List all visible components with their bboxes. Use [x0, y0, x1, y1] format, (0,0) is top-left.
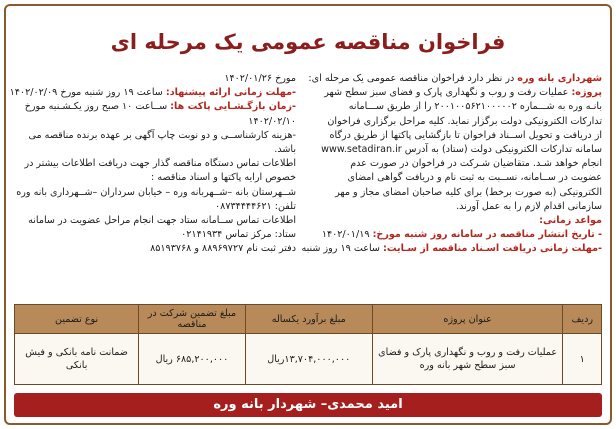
notice-highlight: شهرداری بانه وره	[517, 73, 602, 84]
header-project-title: عنوان پروژه	[372, 305, 563, 334]
notice-text-line: اطلاعات تماس ســامانه ستاد جهت انجام مراحل عضویت در سامانه	[28, 215, 296, 227]
header-guarantee-type: نوع تضمین	[15, 305, 139, 334]
notice-text-line	[306, 228, 602, 242]
notice-text: ساعت ۱۹ روز شنبه	[301, 243, 383, 255]
notice-highlight: - تاریخ انتشار مناقصه در سامانه روز شنبه مورخ:	[372, 229, 602, 241]
notice-text-line: سازمانی اقدام لازم را به عمل آورند.	[456, 200, 602, 212]
header-annual-estimate: مبلغ برآورد یکساله	[245, 305, 372, 334]
notice-text-line	[306, 214, 602, 228]
cell-guarantee-amount: ۶۸۵,۲۰۰,۰۰۰ ریال	[139, 334, 245, 385]
notice-highlight: -زمان بازگـشـایی پاکت ها:	[170, 101, 296, 113]
tender-table	[14, 304, 602, 385]
notice-text-line: اطلاعات تماس دستگاه مناقصه گذار جهت دریافت اطلاعات بیشتر در	[24, 158, 296, 170]
notice-text-line: مورخ ۱۴۰۲/۰۱/۲۶	[224, 73, 296, 84]
notice-highlight: پروژه:	[571, 87, 602, 99]
notice-text: ۱۴۰۲/۰۱/۱۹	[321, 229, 373, 241]
notice-text-line	[9, 86, 296, 100]
notice-text-line	[306, 72, 602, 86]
notice-text: ساعت ۱۹ روز شنبه مورخ ۱۴۰۲/۰۲/۰۹	[9, 87, 166, 99]
notice-text-line: از دریافت و تحویل اســناد فراخوان تا بازگشایی پاکتها از طریق درگاه	[329, 129, 602, 141]
notice-title: فراخوان مناقصه عمومی یک مرحله ای	[110, 30, 506, 54]
cell-project-title: عملیات رفت و روب و نگهداری پارک و فضای سبز سطح شهر بانه وره	[372, 334, 563, 385]
notice-text-line	[301, 242, 602, 256]
notice-text-line	[16, 100, 296, 114]
notice-text-line: انجام خواهد شـد. متقاضیان شـرکت در فراخوان در صورت عدم	[350, 158, 602, 170]
cell-annual-estimate: ۱۳,۷۰۴,۰۰۰,۰۰۰ریال	[245, 334, 372, 385]
notice-text-line: عضویت در ســامانه، نســبت به ثبت نام و دریافت گواهی امضای	[347, 172, 602, 184]
notice-text: در نظر دارد فراخوان مناقصه عمومی یک مرحله ای:	[308, 73, 518, 84]
notice-text-line: -هزینه کارشناســی و دو نوبت چاپ آگهی بر عهده برنده مناقصه می	[28, 129, 296, 141]
signature-footer: امید محمدی– شهردار بانه وره	[14, 393, 602, 417]
table-row	[15, 334, 602, 385]
table-header-row	[15, 305, 602, 334]
notice-highlight: -مهلت زمانی ارائه پیشنهاد:	[165, 87, 296, 99]
notice-text-line: سامانه تدارکات الکترونیکی دولت (ستاد) به آدرس www.setadiran.ir	[321, 144, 602, 156]
notice-text-line	[306, 86, 602, 100]
header-guarantee-amount: مبلغ تضمین شرکت در مناقصه	[139, 305, 245, 334]
header-row-number: ردیف	[563, 305, 602, 334]
notice-highlight: مواعد زمانی:	[539, 215, 602, 227]
notice-text-line: شــهرستان بانه –شــهربانه وره – خیابان سرداران –شــهرداری بانه وره	[16, 186, 296, 198]
notice-text: عملیات رفت و روب و نگهداری پارک و فضای سبز سطح شهر	[324, 87, 572, 99]
notice-body-right	[301, 72, 602, 257]
notice-text: ســاعت ۱۰ صبح روز یکـشـنبه مورخ	[24, 101, 171, 113]
notice-text-line: ۱۴۰۲/۰۲/۱۰	[248, 115, 296, 127]
notice-text-line: دفتر ثبت نام ۸۸۹۶۹۷۲۷ و ۸۵۱۹۳۷۶۸	[150, 243, 296, 255]
notice-body-left	[9, 72, 296, 257]
notice-text-line: خصوص ارایه پاکتها و اسناد مناقصه :	[151, 172, 296, 184]
notice-text-line: باشد.	[274, 144, 296, 156]
notice-text-line: تلفن: ۰۸۷۳۴۴۴۴۶۲۱	[215, 200, 296, 212]
notice-text-line: الکترونیکی (به صورت برخط) برای کلیه صاحبان امضای مجاز و مهر	[335, 186, 602, 198]
cell-guarantee-type: ضمانت نامه بانکی و فیش بانکی	[15, 334, 139, 385]
notice-text-line: بانـه وره به شـــماره ۲۰۰۱۰۰۵۶۲۱۰۰۰۰۰۲ را از طریق ســـامانه	[348, 101, 602, 113]
notice-highlight: -مهلت زمانی دریافت اسـناد مناقصه از سـایت:	[382, 243, 602, 255]
notice-text-line: تدارکات الکترونیکی دولت برگزار نماید. کلیه مراحل برگزاری فراخوان	[327, 115, 602, 127]
cell-row-number: ۱	[563, 334, 602, 385]
notice-text-line: ستاد: مرکز تماس ۰۲۱۴۱۹۳۴	[181, 229, 296, 241]
